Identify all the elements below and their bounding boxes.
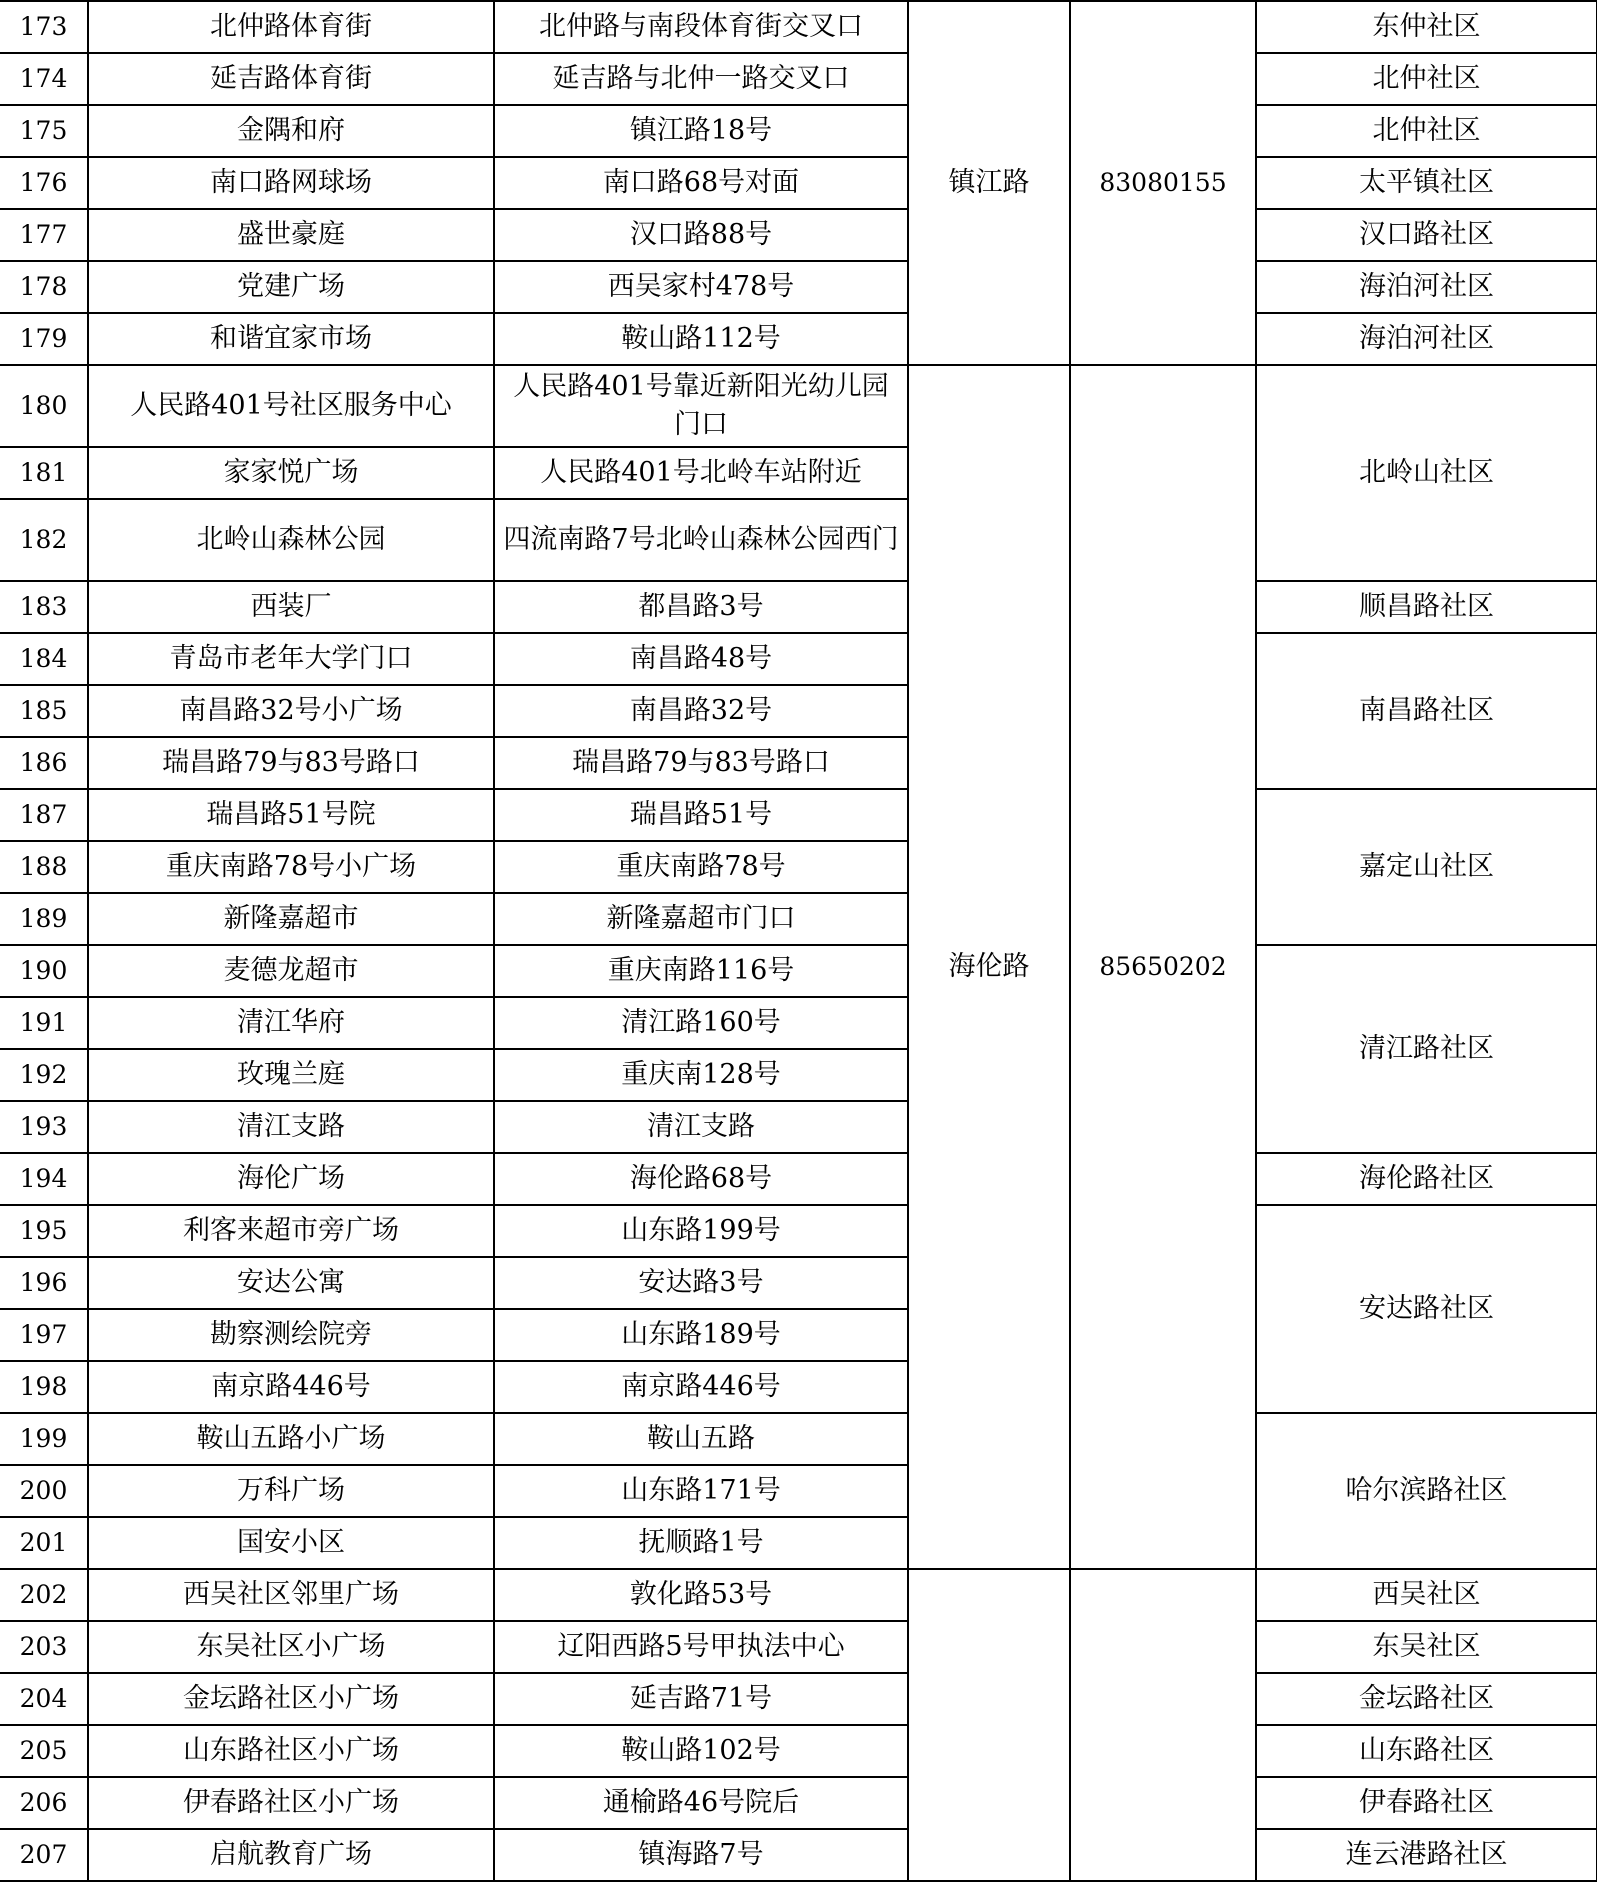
site-name: 西吴社区邻里广场 [88,1569,494,1621]
site-name: 海伦广场 [88,1153,494,1205]
table-row [0,261,1597,313]
street-office: 海伦路 [908,365,1070,1569]
table-row [0,945,1597,997]
table-row [0,581,1597,633]
site-name: 清江支路 [88,1101,494,1153]
table-row [0,1153,1597,1205]
row-number: 189 [0,893,88,945]
site-name: 家家悦广场 [88,447,494,499]
site-address: 辽阳西路5号甲执法中心 [494,1621,908,1673]
community: 海泊河社区 [1256,313,1597,365]
row-number: 196 [0,1257,88,1309]
site-address: 清江支路 [494,1101,908,1153]
site-name: 利客来超市旁广场 [88,1205,494,1257]
site-address: 人民路401号北岭车站附近 [494,447,908,499]
site-name: 瑞昌路51号院 [88,789,494,841]
row-number: 184 [0,633,88,685]
site-address: 西吴家村478号 [494,261,908,313]
community: 嘉定山社区 [1256,789,1597,945]
site-address: 鞍山路102号 [494,1725,908,1777]
site-address: 山东路189号 [494,1309,908,1361]
site-address: 四流南路7号北岭山森林公园西门 [494,499,908,581]
site-name: 万科广场 [88,1465,494,1517]
site-name: 盛世豪庭 [88,209,494,261]
site-address: 通榆路46号院后 [494,1777,908,1829]
community: 东吴社区 [1256,1621,1597,1673]
site-address: 延吉路与北仲一路交叉口 [494,53,908,105]
row-number: 187 [0,789,88,841]
row-number: 179 [0,313,88,365]
table-row [0,365,1597,447]
row-number: 201 [0,1517,88,1569]
community: 东仲社区 [1256,1,1597,53]
site-address: 南口路68号对面 [494,157,908,209]
row-number: 194 [0,1153,88,1205]
row-number: 173 [0,1,88,53]
table-row [0,209,1597,261]
community: 北岭山社区 [1256,365,1597,581]
row-number: 176 [0,157,88,209]
site-name: 麦德龙超市 [88,945,494,997]
table-row [0,313,1597,365]
community: 顺昌路社区 [1256,581,1597,633]
row-number: 191 [0,997,88,1049]
site-name: 南昌路32号小广场 [88,685,494,737]
site-name: 和谐宜家市场 [88,313,494,365]
site-address: 山东路171号 [494,1465,908,1517]
site-address: 都昌路3号 [494,581,908,633]
site-name: 山东路社区小广场 [88,1725,494,1777]
site-name: 伊春路社区小广场 [88,1777,494,1829]
table-row [0,1829,1597,1881]
site-name: 延吉路体育街 [88,53,494,105]
row-number: 175 [0,105,88,157]
table-row [0,1413,1597,1465]
table-row [0,157,1597,209]
row-number: 204 [0,1673,88,1725]
site-address: 敦化路53号 [494,1569,908,1621]
site-address: 抚顺路1号 [494,1517,908,1569]
row-number: 188 [0,841,88,893]
site-address: 山东路199号 [494,1205,908,1257]
community: 南昌路社区 [1256,633,1597,789]
row-number: 193 [0,1101,88,1153]
row-number: 199 [0,1413,88,1465]
row-number: 180 [0,365,88,447]
site-name: 清江华府 [88,997,494,1049]
row-number: 200 [0,1465,88,1517]
table-row [0,1569,1597,1621]
street-office: 镇江路 [908,1,1070,365]
site-name: 国安小区 [88,1517,494,1569]
row-number: 197 [0,1309,88,1361]
row-number: 190 [0,945,88,997]
table-row [0,1777,1597,1829]
site-name: 南口路网球场 [88,157,494,209]
site-address: 重庆南128号 [494,1049,908,1101]
table-row [0,1621,1597,1673]
site-address: 鞍山五路 [494,1413,908,1465]
site-address: 重庆南路116号 [494,945,908,997]
contact-phone: 83080155 [1070,1,1256,365]
site-address: 鞍山路112号 [494,313,908,365]
community: 山东路社区 [1256,1725,1597,1777]
site-address: 安达路3号 [494,1257,908,1309]
table-row [0,1,1597,53]
site-address: 清江路160号 [494,997,908,1049]
contact-phone: 85650202 [1070,365,1256,1569]
site-name: 勘察测绘院旁 [88,1309,494,1361]
site-address: 北仲路与南段体育街交叉口 [494,1,908,53]
site-name: 安达公寓 [88,1257,494,1309]
row-number: 177 [0,209,88,261]
row-number: 181 [0,447,88,499]
site-name: 青岛市老年大学门口 [88,633,494,685]
row-number: 203 [0,1621,88,1673]
community: 海伦路社区 [1256,1153,1597,1205]
site-name: 新隆嘉超市 [88,893,494,945]
community: 伊春路社区 [1256,1777,1597,1829]
community: 海泊河社区 [1256,261,1597,313]
community: 安达路社区 [1256,1205,1597,1413]
row-number: 186 [0,737,88,789]
site-address: 汉口路88号 [494,209,908,261]
site-name: 启航教育广场 [88,1829,494,1881]
row-number: 195 [0,1205,88,1257]
site-address: 重庆南路78号 [494,841,908,893]
table-row [0,53,1597,105]
site-name: 人民路401号社区服务中心 [88,365,494,447]
site-name: 南京路446号 [88,1361,494,1413]
site-address: 镇江路18号 [494,105,908,157]
site-address: 瑞昌路79与83号路口 [494,737,908,789]
row-number: 202 [0,1569,88,1621]
table-row [0,633,1597,685]
site-name: 北岭山森林公园 [88,499,494,581]
row-number: 206 [0,1777,88,1829]
row-number: 182 [0,499,88,581]
community: 太平镇社区 [1256,157,1597,209]
community: 连云港路社区 [1256,1829,1597,1881]
row-number: 178 [0,261,88,313]
site-name: 东吴社区小广场 [88,1621,494,1673]
site-address: 延吉路71号 [494,1673,908,1725]
site-address: 南昌路32号 [494,685,908,737]
row-number: 174 [0,53,88,105]
street-office [908,1569,1070,1881]
row-number: 207 [0,1829,88,1881]
community: 金坛路社区 [1256,1673,1597,1725]
site-name: 金隅和府 [88,105,494,157]
site-address: 南昌路48号 [494,633,908,685]
community: 北仲社区 [1256,53,1597,105]
site-name: 北仲路体育街 [88,1,494,53]
row-number: 183 [0,581,88,633]
community: 西吴社区 [1256,1569,1597,1621]
row-number: 185 [0,685,88,737]
site-name: 瑞昌路79与83号路口 [88,737,494,789]
site-name: 党建广场 [88,261,494,313]
community: 清江路社区 [1256,945,1597,1153]
row-number: 198 [0,1361,88,1413]
site-address: 镇海路7号 [494,1829,908,1881]
row-number: 192 [0,1049,88,1101]
site-address: 南京路446号 [494,1361,908,1413]
table-row [0,789,1597,841]
table-row [0,105,1597,157]
site-name: 玫瑰兰庭 [88,1049,494,1101]
community: 汉口路社区 [1256,209,1597,261]
site-address: 瑞昌路51号 [494,789,908,841]
table-row [0,1725,1597,1777]
row-number: 205 [0,1725,88,1777]
site-name: 西装厂 [88,581,494,633]
community: 北仲社区 [1256,105,1597,157]
site-address: 人民路401号靠近新阳光幼儿园门口 [494,365,908,447]
table-row [0,1673,1597,1725]
site-address: 新隆嘉超市门口 [494,893,908,945]
site-name: 金坛路社区小广场 [88,1673,494,1725]
site-name: 重庆南路78号小广场 [88,841,494,893]
contact-phone [1070,1569,1256,1881]
site-address: 海伦路68号 [494,1153,908,1205]
table-row [0,1205,1597,1257]
site-name: 鞍山五路小广场 [88,1413,494,1465]
community: 哈尔滨路社区 [1256,1413,1597,1569]
